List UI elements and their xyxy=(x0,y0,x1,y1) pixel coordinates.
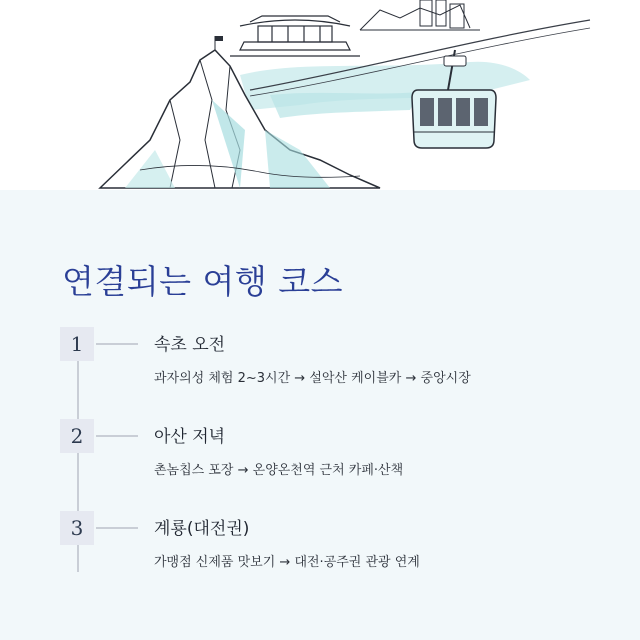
course-step-3 xyxy=(60,511,620,581)
step-number-badge: 1 xyxy=(60,327,94,361)
course-step-2 xyxy=(60,419,620,489)
mountain-cablecar-illustration xyxy=(0,0,640,190)
step-connector xyxy=(96,435,138,437)
palace-icon xyxy=(230,16,360,56)
course-step-1 xyxy=(60,327,620,397)
step-title: 속초 오전 xyxy=(154,335,226,355)
step-number-badge: 2 xyxy=(60,419,94,453)
step-description: 과자의성 체험 2~3시간 → 설악산 케이블카 → 중앙시장 xyxy=(154,371,471,386)
page-title: 연결되는 여행 코스 xyxy=(62,262,344,301)
step-title: 아산 저녁 xyxy=(154,427,226,447)
step-number-badge: 3 xyxy=(60,511,94,545)
step-description: 촌놈칩스 포장 → 온양온천역 근처 카페·산책 xyxy=(154,463,404,478)
step-description: 가맹점 신제품 맛보기 → 대전·공주권 관광 연계 xyxy=(154,555,420,570)
step-title: 계룡(대전권) xyxy=(154,519,250,539)
step-connector xyxy=(96,527,138,529)
hero-illustration xyxy=(0,0,640,190)
step-connector xyxy=(96,343,138,345)
